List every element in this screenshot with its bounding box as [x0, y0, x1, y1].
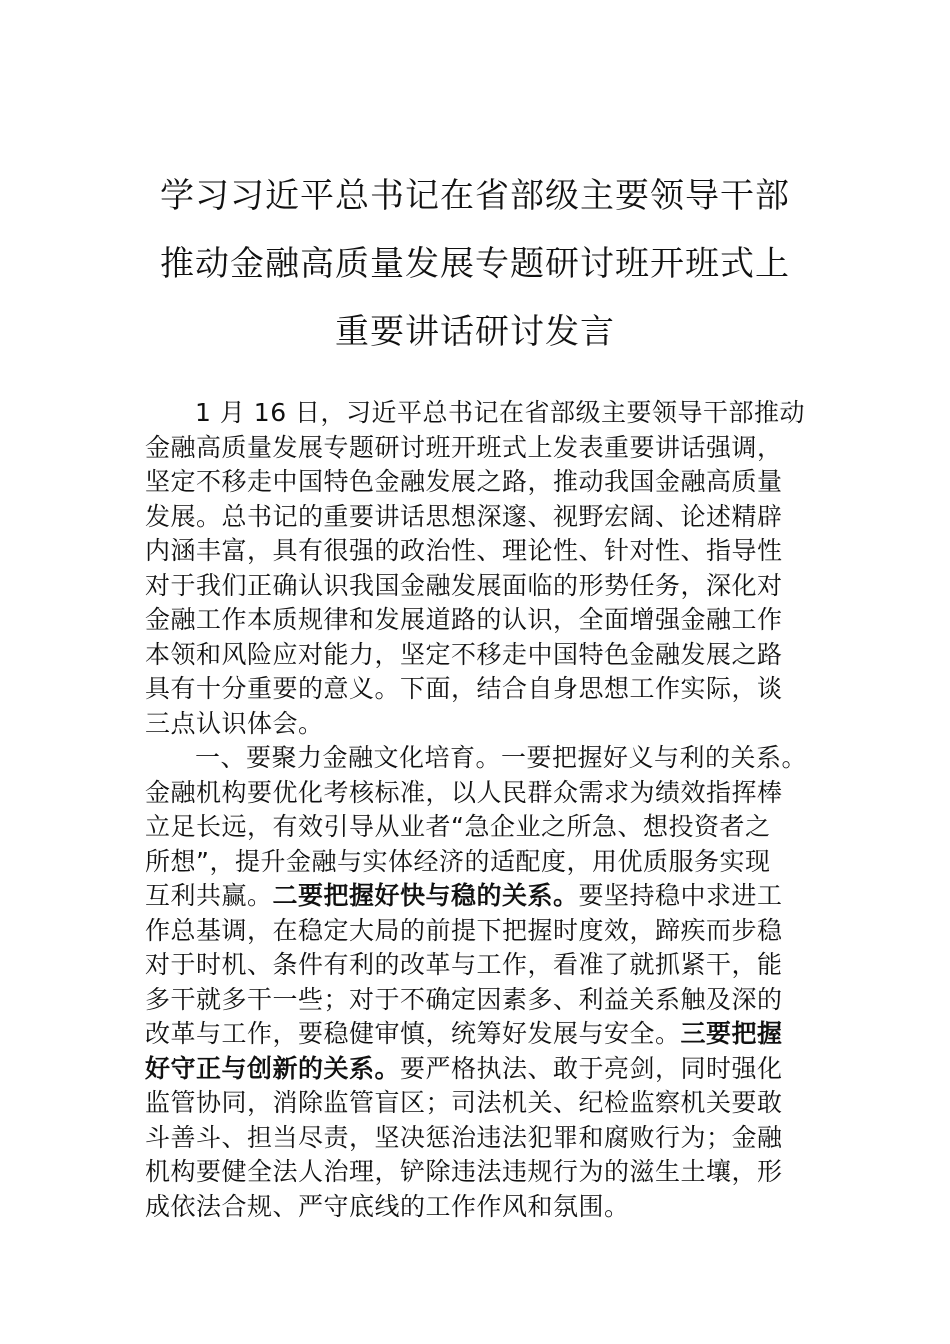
body-line: [145, 638, 835, 673]
body-text: 要严格执法、敢于亮剑，同时强化: [400, 1053, 783, 1083]
body-text: 斗善斗、担当尽责，坚决惩治违法犯罪和腐败行为；金融: [145, 1122, 783, 1152]
body-line: [145, 914, 835, 949]
body-text: 对于时机、条件有利的改革与工作，看准了就抓紧干，能: [145, 950, 783, 979]
body-line: [145, 569, 835, 604]
body-line: [145, 845, 835, 880]
body-text: 1 月 16 日，习近平总书记在省部级主要领导干部推动: [195, 398, 806, 427]
title-line-1: 学习习近平总书记在省部级主要领导干部: [160, 176, 790, 216]
body-text: 三点认识体会。: [145, 708, 324, 738]
body-line: [145, 1017, 835, 1052]
body-text: 互利共赢。: [145, 881, 273, 910]
body-line: [145, 810, 835, 845]
body-line: [145, 500, 835, 535]
body-line: [145, 879, 835, 914]
body-line: [145, 741, 835, 776]
body-line: [145, 1121, 835, 1156]
body-line: [145, 431, 835, 466]
body-text: 成依法合规、严守底线的工作作风和氛围。: [145, 1191, 630, 1221]
body-text: 改革与工作，要稳健审慎，统筹好发展与安全。: [145, 1019, 681, 1048]
document-title: [140, 162, 810, 366]
body-text: 作总基调，在稳定大局的前提下把握时度效，蹄疾而步稳: [145, 915, 783, 945]
body-line: [145, 465, 835, 500]
document-body: [145, 396, 835, 1224]
body-line: [145, 1052, 835, 1087]
body-text: 要坚持稳中求进工: [578, 881, 783, 910]
body-text: 对于我们正确认识我国金融发展面临的形势任务，深化对: [145, 570, 783, 600]
body-line: [145, 983, 835, 1018]
bold-heading-text: 三要把握: [680, 1019, 783, 1048]
body-text: 多干就多干一些；对于不确定因素多、利益关系触及深的: [145, 984, 783, 1014]
body-text: 内涵丰富，具有很强的政治性、理论性、针对性、指导性: [145, 536, 783, 565]
body-text: 金融工作本质规律和发展道路的认识，全面增强金融工作: [145, 605, 783, 634]
body-line: [145, 1190, 835, 1225]
body-line: [145, 1155, 835, 1190]
body-text: 一、要聚力金融文化培育。一要把握好义与利的关系。: [195, 743, 808, 772]
body-text: 坚定不移走中国特色金融发展之路，推动我国金融高质量: [145, 467, 783, 496]
title-line-2: 推动金融高质量发展专题研讨班开班式上: [160, 244, 790, 284]
body-text: 机构要健全法人治理，铲除违法违规行为的滋生土壤，形: [145, 1157, 783, 1186]
bold-heading-text: 二要把握好快与稳的关系。: [272, 881, 579, 910]
bold-heading-text: 好守正与创新的关系。: [145, 1053, 401, 1083]
body-line: [145, 776, 835, 811]
body-line: [145, 948, 835, 983]
body-text: 具有十分重要的意义。下面，结合自身思想工作实际，谈: [145, 674, 783, 703]
body-line: [145, 534, 835, 569]
title-line-3: 重要讲话研讨发言: [335, 312, 615, 352]
body-text: 金融机构要优化考核标准，以人民群众需求为绩效指挥棒: [145, 777, 783, 807]
body-line: [145, 672, 835, 707]
body-text: 本领和风险应对能力，坚定不移走中国特色金融发展之路: [145, 639, 783, 669]
body-text: 所想”，提升金融与实体经济的适配度，用优质服务实现: [145, 846, 771, 876]
body-text: 监管协同，消除监管盲区；司法机关、纪检监察机关要敢: [145, 1088, 783, 1117]
body-line: [145, 707, 835, 742]
body-line: [145, 1086, 835, 1121]
body-text: 立足长远，有效引导从业者“急企业之所急、想投资者之: [145, 812, 771, 841]
body-text: 金融高质量发展专题研讨班开班式上发表重要讲话强调，: [145, 432, 783, 462]
body-text: 发展。总书记的重要讲话思想深邃、视野宏阔、论述精辟: [145, 501, 783, 531]
body-line: [145, 396, 835, 431]
body-line: [145, 603, 835, 638]
